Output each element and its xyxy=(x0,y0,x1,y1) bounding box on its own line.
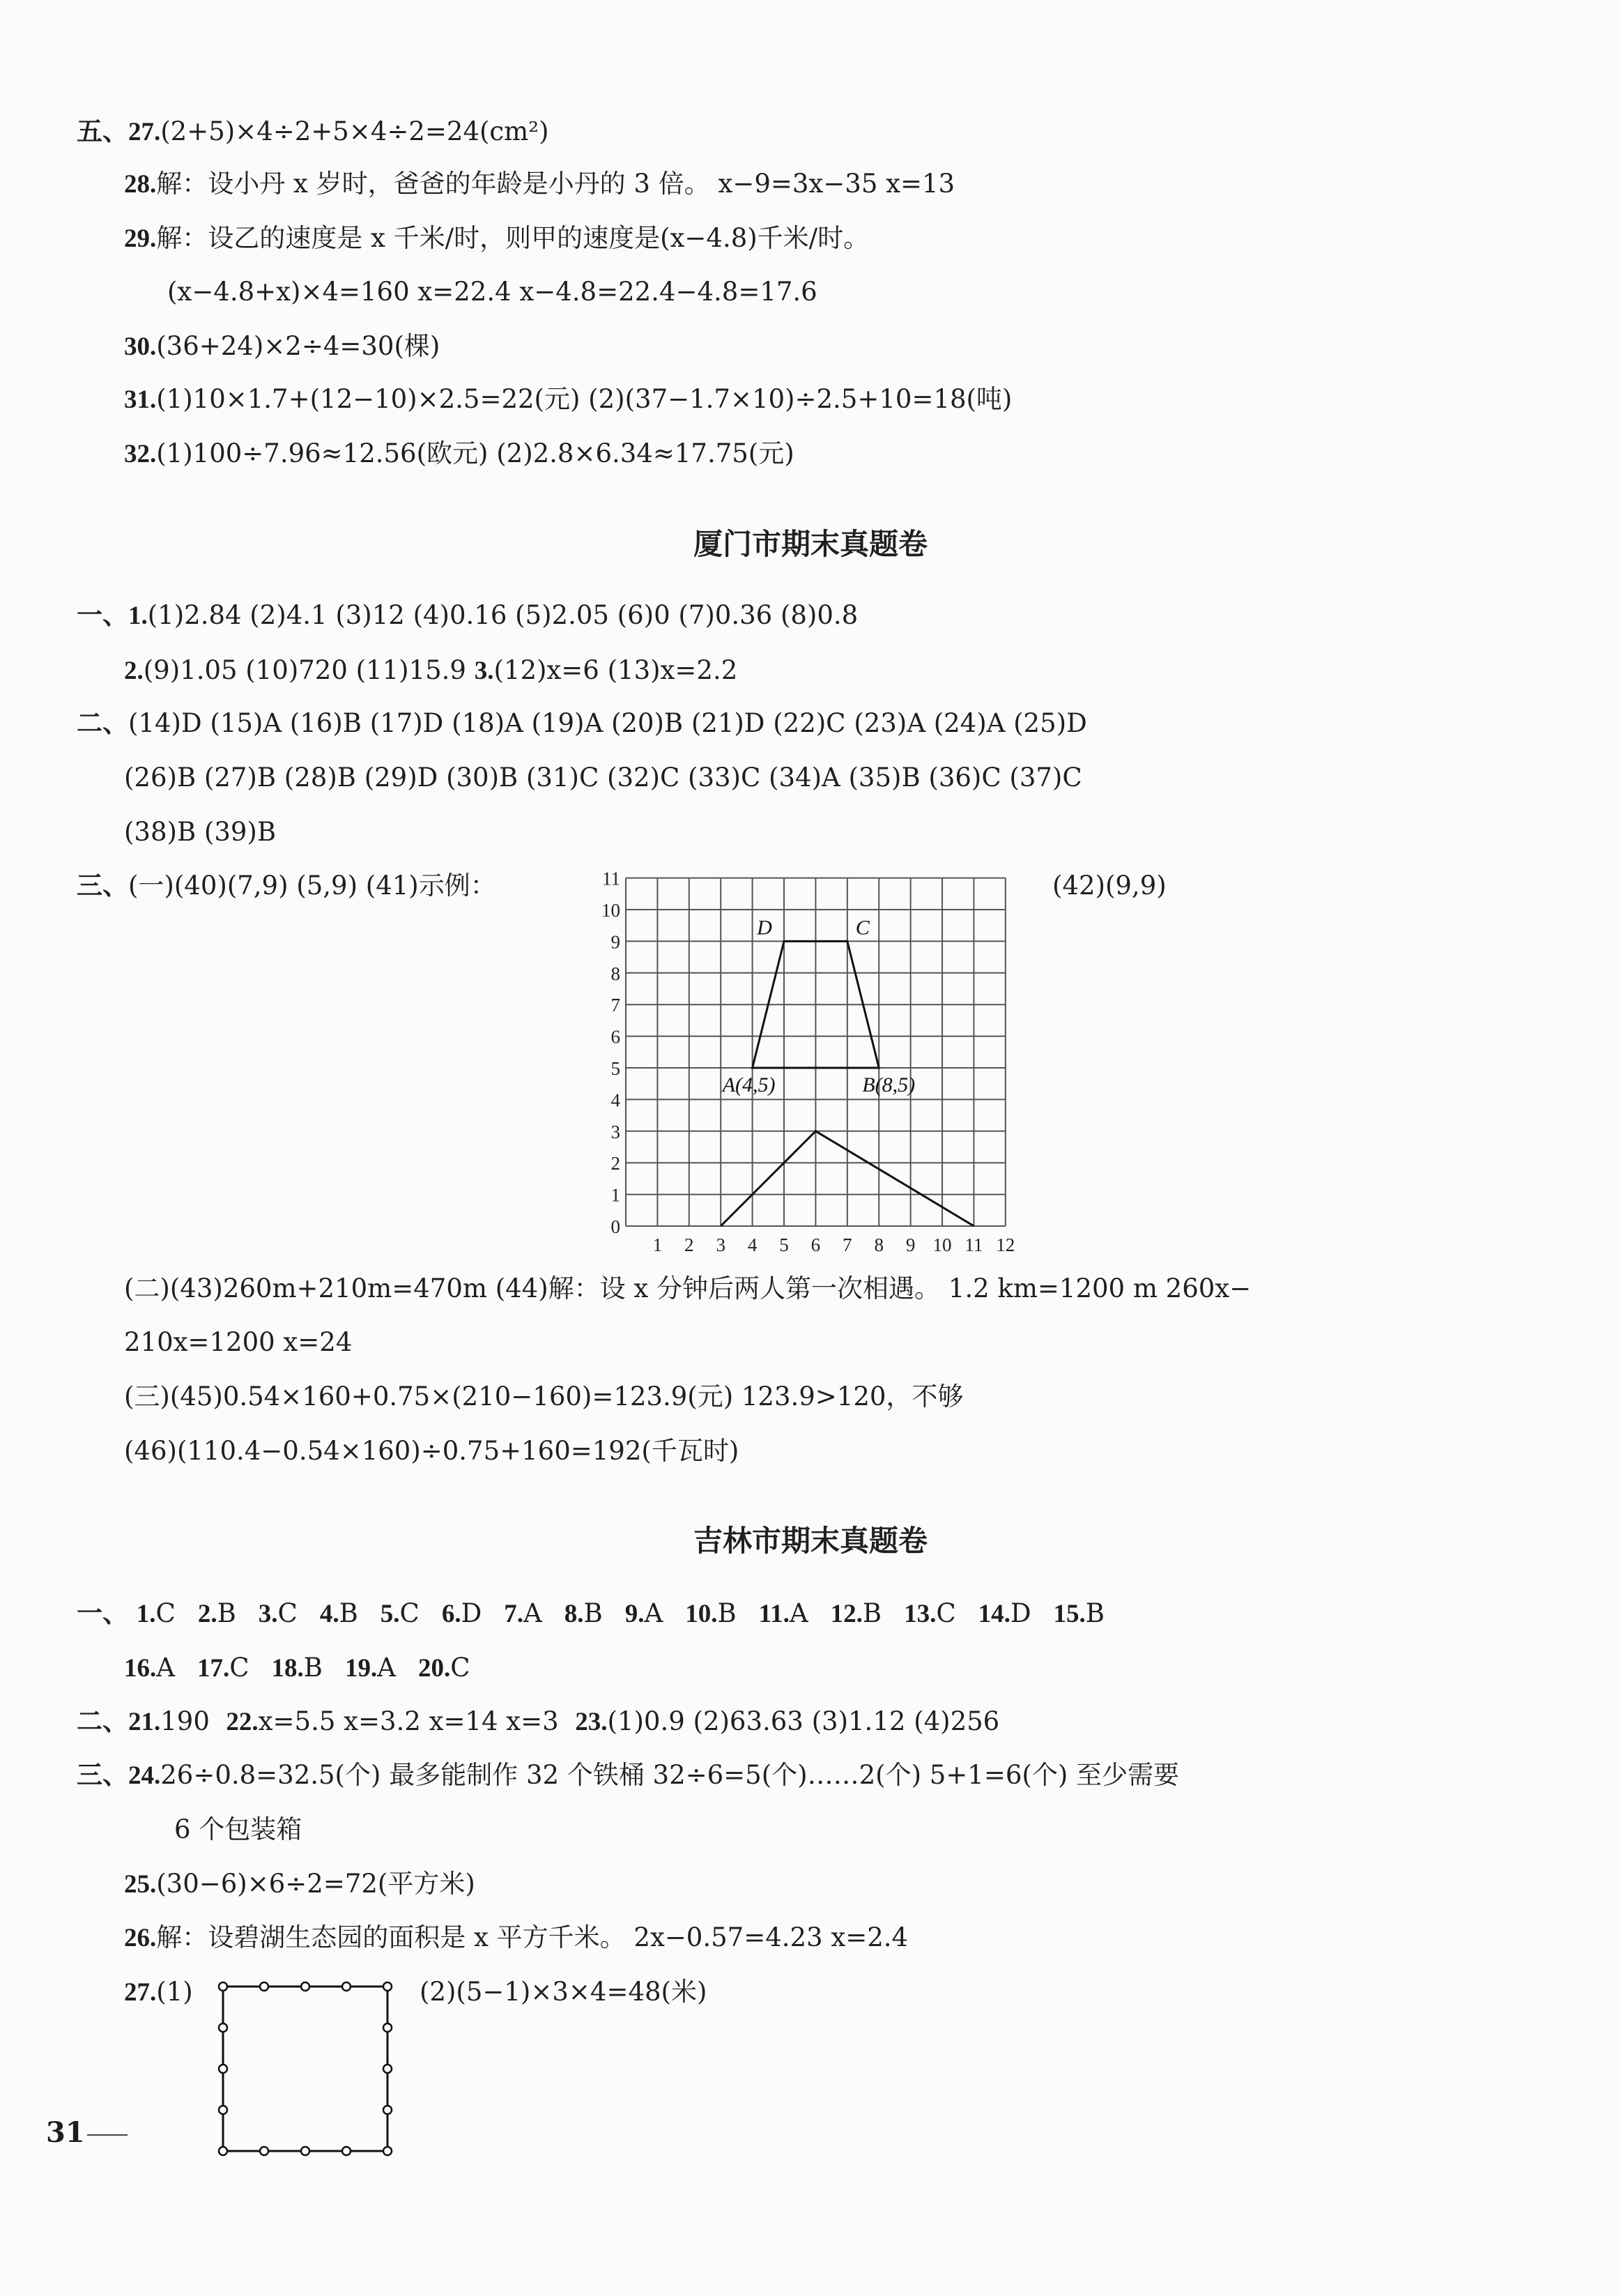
answer-30 xyxy=(124,333,440,360)
y-tick-label: 10 xyxy=(601,900,620,921)
question-number: 31. xyxy=(124,385,157,414)
answer-text: (一)(40)(7,9) (5,9) (41)示例： xyxy=(128,871,496,901)
answer-letter: C xyxy=(277,1598,298,1628)
x-tick-label: 1 xyxy=(652,1234,663,1255)
tree-dot xyxy=(260,2147,268,2155)
answer-letter: B xyxy=(1085,1598,1105,1628)
question-number: 4. xyxy=(319,1600,339,1628)
question-number: 23. xyxy=(575,1708,608,1736)
tree-dot xyxy=(260,1982,268,1991)
answer-28 xyxy=(124,171,955,197)
x-tick-label: 9 xyxy=(905,1234,916,1255)
question-number: 7. xyxy=(504,1600,524,1628)
xiamen-title: 厦门市期末真题卷 xyxy=(693,527,928,561)
answer-letter: C xyxy=(399,1598,420,1628)
section-prefix: 一、 xyxy=(77,1600,128,1628)
xiamen-line-42 xyxy=(1052,871,1167,901)
tree-dot xyxy=(219,2065,227,2073)
y-tick-label: 5 xyxy=(610,1058,620,1079)
x-tick-label: 4 xyxy=(747,1234,758,1255)
point-label: D xyxy=(757,916,772,940)
question-number: 21. xyxy=(128,1708,161,1736)
tree-dot xyxy=(383,1982,392,1991)
answer-text: 26÷0.8=32.5(个) 最多能制作 32 个铁桶 32÷6=5(个)……2(个) 5+1=6(个) 至少需要 xyxy=(160,1760,1180,1790)
coordinate-grid xyxy=(571,864,1017,1262)
answer-letter: B xyxy=(339,1598,358,1628)
question-number: 28. xyxy=(124,170,157,199)
answer-text: (36+24)×2÷4=30(棵) xyxy=(156,331,440,361)
x-tick-label: 2 xyxy=(684,1234,694,1255)
question-number: 1. xyxy=(128,602,148,630)
choice-answers xyxy=(124,1653,493,1683)
question-number: 6. xyxy=(441,1600,461,1628)
tree-dot xyxy=(301,2147,309,2155)
section-prefix: 三、 xyxy=(77,1761,128,1790)
question-number: 2. xyxy=(124,657,144,685)
xiamen-line-4 xyxy=(124,763,1082,793)
choice-item xyxy=(831,1598,882,1628)
choice-item xyxy=(345,1653,396,1683)
y-tick-label: 4 xyxy=(610,1089,620,1111)
choice-item xyxy=(137,1598,176,1628)
answer-letter: C xyxy=(936,1598,956,1628)
answer-text: 210x=1200 x=24 xyxy=(124,1327,353,1357)
y-tick-label: 6 xyxy=(610,1026,620,1048)
question-number: 15. xyxy=(1053,1600,1086,1628)
page-number: 31 xyxy=(46,2116,85,2149)
question-number: 27. xyxy=(128,118,161,146)
x-tick-label: 7 xyxy=(843,1234,852,1255)
xiamen-line-9 xyxy=(124,1384,963,1409)
tree-dot xyxy=(219,2023,227,2032)
x-tick-label: 12 xyxy=(996,1234,1015,1255)
answer-text: (2+5)×4÷2+5×4÷2=24(cm²) xyxy=(160,116,549,146)
y-tick-label: 1 xyxy=(610,1184,620,1206)
choice-answers xyxy=(137,1598,1127,1628)
answer-letter: B xyxy=(583,1598,603,1628)
y-tick-label: 8 xyxy=(610,963,620,984)
question-number: 2. xyxy=(197,1600,217,1628)
question-number: 30. xyxy=(124,332,157,361)
x-tick-label: 3 xyxy=(716,1234,725,1255)
question-number: 24. xyxy=(128,1761,161,1790)
choice-item xyxy=(442,1598,482,1628)
question-number: 25. xyxy=(124,1870,157,1899)
answer-letter: B xyxy=(303,1653,323,1683)
tree-dot xyxy=(219,2106,227,2114)
answer-text: (38)B (39)B xyxy=(124,817,277,847)
point-label: A(4,5) xyxy=(722,1073,776,1096)
y-tick-label: 9 xyxy=(610,931,620,953)
jilin-line-1 xyxy=(77,1600,1127,1627)
page-number-dash xyxy=(87,2134,128,2136)
xiamen-line-3 xyxy=(77,710,1087,737)
question-number: 16. xyxy=(124,1654,157,1683)
choice-item xyxy=(685,1598,736,1628)
choice-item xyxy=(272,1653,323,1683)
tree-dot xyxy=(219,1982,227,1991)
answer-text: x=5.5 x=3.2 x=14 x=3 xyxy=(258,1706,567,1736)
jilin-line-8 xyxy=(124,1979,193,2005)
question-number: 22. xyxy=(226,1708,259,1736)
answer-letter: A xyxy=(644,1598,663,1628)
question-number: 20. xyxy=(417,1654,451,1683)
answer-text: (1)2.84 (2)4.1 (3)12 (4)0.16 (5)2.05 (6)0 (7)0.36 (8)0.8 xyxy=(147,600,859,630)
section-prefix: 一、 xyxy=(77,602,128,630)
xiamen-line-6 xyxy=(77,873,496,899)
question-number: 29. xyxy=(124,224,157,253)
y-tick-label: 7 xyxy=(610,995,620,1016)
answer-text: (2)(5−1)×3×4=48(米) xyxy=(420,1977,707,2007)
section-prefix: 三、 xyxy=(77,872,128,901)
answer-letter: D xyxy=(1010,1598,1031,1628)
answer-text: (12)x=6 (13)x=2.2 xyxy=(493,655,738,685)
choice-item xyxy=(625,1598,663,1628)
x-tick-label: 10 xyxy=(932,1234,952,1255)
y-tick-label: 3 xyxy=(610,1121,620,1142)
xiamen-line-1 xyxy=(77,602,858,629)
question-number: 19. xyxy=(345,1654,378,1683)
answer-letter: A xyxy=(156,1653,175,1683)
jilin-line-7 xyxy=(124,1924,908,1951)
question-number: 1. xyxy=(136,1600,156,1628)
answer-text: (三)(45)0.54×160+0.75×(210−160)=123.9(元) 123.9>120，不够 xyxy=(124,1382,964,1411)
question-number: 32. xyxy=(124,440,157,468)
answer-letter: B xyxy=(217,1598,236,1628)
choice-item xyxy=(124,1653,175,1683)
answer-text: (9)1.05 (10)720 (11)15.9 xyxy=(143,655,475,685)
question-number: 13. xyxy=(904,1600,937,1628)
tree-dot xyxy=(383,2106,392,2114)
tree-dot xyxy=(342,2147,351,2155)
tree-dot xyxy=(219,2147,227,2155)
point-label: C xyxy=(855,916,870,940)
choice-item xyxy=(198,1598,236,1628)
choice-item xyxy=(418,1653,470,1683)
answer-letter: D xyxy=(461,1598,482,1628)
tree-dot xyxy=(383,2147,392,2155)
answer-letter: B xyxy=(717,1598,737,1628)
answer-text: (30−6)×6÷2=72(平方米) xyxy=(156,1869,475,1899)
answer-text: (26)B (27)B (28)B (29)D (30)B (31)C (32)C (33)C (34)A (35)B (36)C (37)C xyxy=(124,763,1082,793)
answer-29 xyxy=(124,225,869,252)
answer-text: (42)(9,9) xyxy=(1052,871,1167,901)
answer-31 xyxy=(124,386,1012,413)
answer-text: 6 个包装箱 xyxy=(174,1814,302,1844)
dotted-square-figure xyxy=(209,1973,404,2161)
jilin-line-6 xyxy=(124,1871,475,1897)
jilin-line-9 xyxy=(420,1979,707,2005)
section-prefix: 五、 xyxy=(77,118,128,146)
jilin-title: 吉林市期末真题卷 xyxy=(693,1524,928,1558)
question-number: 3. xyxy=(258,1600,278,1628)
answer-letter: C xyxy=(155,1598,176,1628)
answer-letter: B xyxy=(862,1598,882,1628)
xiamen-line-7 xyxy=(124,1273,1252,1303)
xiamen-line-5 xyxy=(124,819,276,845)
choice-item xyxy=(320,1598,358,1628)
jilin-line-2 xyxy=(124,1655,493,1681)
choice-item xyxy=(564,1598,603,1628)
x-tick-label: 6 xyxy=(810,1234,821,1255)
y-tick-label: 2 xyxy=(610,1153,620,1174)
answer-letter: C xyxy=(229,1653,249,1683)
question-number: 14. xyxy=(978,1600,1011,1628)
tree-dot xyxy=(383,2023,392,2032)
choice-item xyxy=(381,1598,420,1628)
answer-letter: A xyxy=(789,1598,808,1628)
question-number: 26. xyxy=(124,1924,157,1952)
x-tick-label: 8 xyxy=(874,1234,884,1255)
choice-item xyxy=(904,1598,956,1628)
question-number: 12. xyxy=(830,1600,863,1628)
answer-letter: C xyxy=(450,1653,470,1683)
question-number: 9. xyxy=(624,1600,645,1628)
x-tick-label: 5 xyxy=(779,1234,789,1255)
answer-text: (二)(43)260m+210m=470m (44)解：设 x 分钟后两人第一次相遇。 1.2 km=1200 m 260x− xyxy=(124,1273,1252,1303)
jilin-line-4 xyxy=(77,1762,1179,1789)
answer-29-cont xyxy=(167,279,817,305)
point-label: B(8,5) xyxy=(862,1073,916,1096)
answer-letter: A xyxy=(377,1653,396,1683)
answer-text: 解：设乙的速度是 x 千米/时，则甲的速度是(x−4.8)千米/时。 xyxy=(156,223,870,253)
x-tick-label: 11 xyxy=(965,1234,983,1255)
tree-dot xyxy=(342,1982,351,1991)
section-prefix: 二、 xyxy=(77,710,128,738)
question-number: 8. xyxy=(564,1600,584,1628)
answer-text: (46)(110.4−0.54×160)÷0.75+160=192(千瓦时) xyxy=(124,1436,739,1466)
question-number: 10. xyxy=(685,1600,718,1628)
tree-dot xyxy=(383,2065,392,2073)
y-tick-label: 11 xyxy=(602,868,620,889)
choice-item xyxy=(1054,1598,1105,1628)
answer-text: 190 xyxy=(160,1706,218,1736)
choice-item xyxy=(759,1598,808,1628)
square-outline xyxy=(223,1987,387,2151)
question-number: 5. xyxy=(380,1600,400,1628)
choice-item xyxy=(978,1598,1031,1628)
xiamen-line-8 xyxy=(124,1329,352,1355)
answer-text: (1) xyxy=(156,1977,193,2007)
question-number: 17. xyxy=(197,1654,230,1683)
answer-text: (1)10×1.7+(12−10)×2.5=22(元) (2)(37−1.7×10)÷2.5+10=18(吨) xyxy=(156,384,1013,414)
choice-item xyxy=(259,1598,298,1628)
xiamen-line-2 xyxy=(124,657,737,684)
answer-text: (14)D (15)A (16)B (17)D (18)A (19)A (20)B (21)D (22)C (23)A (24)A (25)D xyxy=(128,708,1087,738)
answer-text: 解：设碧湖生态园的面积是 x 平方千米。 2x−0.57=4.23 x=2.4 xyxy=(156,1922,909,1952)
answer-text: (x−4.8+x)×4=160 x=22.4 x−4.8=22.4−4.8=17.6 xyxy=(167,277,817,307)
question-number: 11. xyxy=(758,1600,790,1628)
answer-text: 解：设小丹 x 岁时，爸爸的年龄是小丹的 3 倍。 x−9=3x−35 x=13 xyxy=(156,169,955,199)
choice-item xyxy=(504,1598,541,1628)
question-number: 18. xyxy=(271,1654,304,1683)
choice-item xyxy=(197,1653,249,1683)
answer-text: (1)100÷7.96≈12.56(欧元) (2)2.8×6.34≈17.75(元) xyxy=(156,438,794,468)
jilin-line-5 xyxy=(174,1816,302,1842)
answer-letter: A xyxy=(523,1598,542,1628)
answer-text: (1)0.9 (2)63.63 (3)1.12 (4)256 xyxy=(607,1706,1000,1736)
jilin-line-3 xyxy=(77,1708,999,1735)
y-tick-label: 0 xyxy=(610,1216,620,1237)
section-prefix: 二、 xyxy=(77,1708,128,1736)
answer-32 xyxy=(124,438,794,468)
question-number: 3. xyxy=(474,657,494,685)
answer-27 xyxy=(77,118,549,145)
xiamen-line-10 xyxy=(124,1438,739,1464)
question-number: 27. xyxy=(124,1978,157,2007)
tree-dot xyxy=(301,1982,309,1991)
